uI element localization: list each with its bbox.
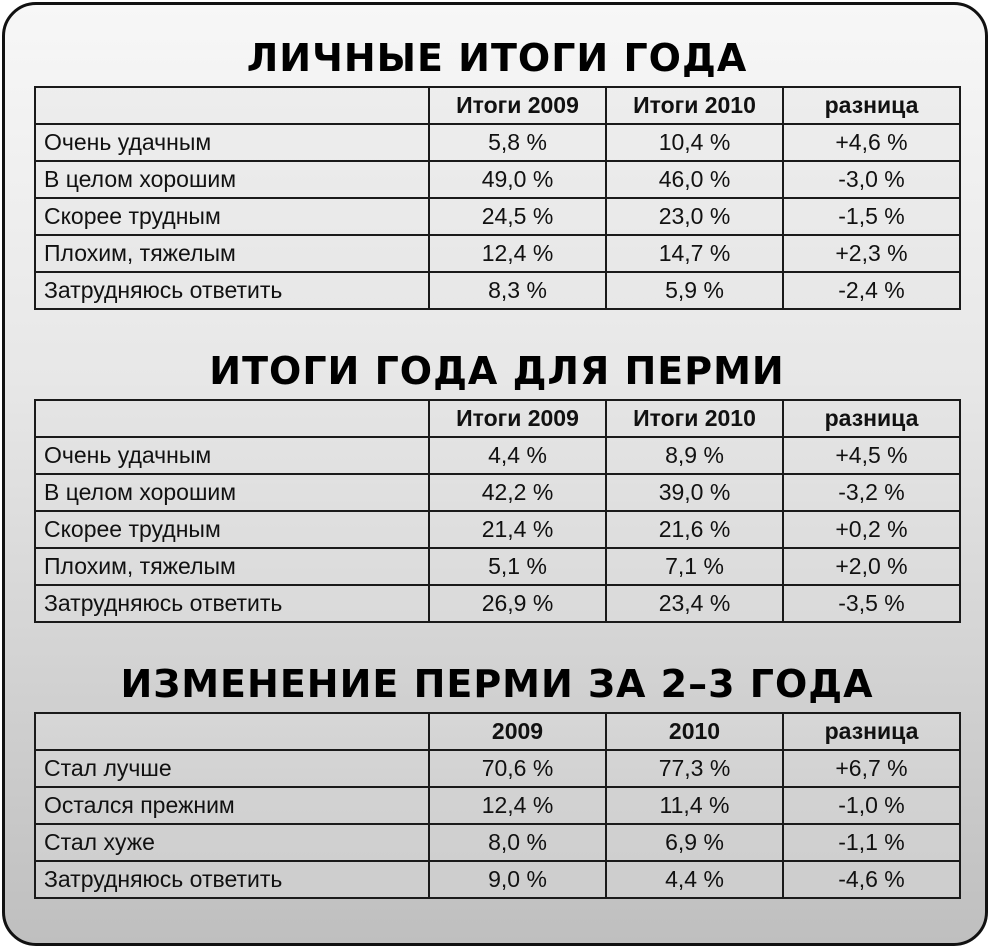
table-row	[35, 235, 960, 272]
row-label: В целом хорошим	[35, 161, 429, 198]
value-diff: -3,2 %	[783, 474, 960, 511]
value-2010: 11,4 %	[606, 787, 783, 824]
table-personal	[34, 86, 961, 310]
row-label: Стал хуже	[35, 824, 429, 861]
table-row	[35, 787, 960, 824]
value-2009: 12,4 %	[429, 235, 606, 272]
header-cell-empty	[35, 713, 429, 750]
table-header-row	[35, 87, 960, 124]
table-header-row	[35, 713, 960, 750]
value-2010: 6,9 %	[606, 824, 783, 861]
header-cell-diff: разница	[783, 400, 960, 437]
value-diff: -1,0 %	[783, 787, 960, 824]
header-cell-2009: Итоги 2009	[429, 87, 606, 124]
header-cell-2010: 2010	[606, 713, 783, 750]
value-2009: 49,0 %	[429, 161, 606, 198]
value-diff: +2,3 %	[783, 235, 960, 272]
value-diff: -3,0 %	[783, 161, 960, 198]
row-label: Скорее трудным	[35, 198, 429, 235]
value-2009: 70,6 %	[429, 750, 606, 787]
value-2009: 8,3 %	[429, 272, 606, 309]
value-diff: -2,4 %	[783, 272, 960, 309]
value-2010: 7,1 %	[606, 548, 783, 585]
value-diff: +4,6 %	[783, 124, 960, 161]
section-title-personal: ЛИЧНЫЕ ИТОГИ ГОДА	[246, 36, 748, 80]
value-diff: -1,5 %	[783, 198, 960, 235]
value-2009: 5,1 %	[429, 548, 606, 585]
header-cell-diff: разница	[783, 87, 960, 124]
row-label: Стал лучше	[35, 750, 429, 787]
row-label: Затрудняюсь ответить	[35, 272, 429, 309]
table-row	[35, 585, 960, 622]
value-2010: 21,6 %	[606, 511, 783, 548]
value-2010: 77,3 %	[606, 750, 783, 787]
value-diff: -3,5 %	[783, 585, 960, 622]
value-2010: 5,9 %	[606, 272, 783, 309]
header-cell-2009: 2009	[429, 713, 606, 750]
row-label: Очень удачным	[35, 437, 429, 474]
section-title-change: ИЗМЕНЕНИЕ ПЕРМИ ЗА 2–3 ГОДА	[120, 662, 874, 706]
value-2009: 24,5 %	[429, 198, 606, 235]
value-2010: 23,4 %	[606, 585, 783, 622]
table-row	[35, 474, 960, 511]
row-label: Затрудняюсь ответить	[35, 585, 429, 622]
header-cell-empty	[35, 400, 429, 437]
table-row	[35, 437, 960, 474]
value-2009: 12,4 %	[429, 787, 606, 824]
value-2010: 10,4 %	[606, 124, 783, 161]
header-cell-empty	[35, 87, 429, 124]
table-row	[35, 511, 960, 548]
row-label: Остался прежним	[35, 787, 429, 824]
section-title-perm: ИТОГИ ГОДА ДЛЯ ПЕРМИ	[209, 349, 785, 393]
value-2009: 5,8 %	[429, 124, 606, 161]
row-label: Очень удачным	[35, 124, 429, 161]
table-row	[35, 861, 960, 898]
value-diff: -1,1 %	[783, 824, 960, 861]
table-header-row	[35, 400, 960, 437]
value-2010: 23,0 %	[606, 198, 783, 235]
header-cell-2010: Итоги 2010	[606, 400, 783, 437]
table-row	[35, 272, 960, 309]
row-label: В целом хорошим	[35, 474, 429, 511]
header-cell-2009: Итоги 2009	[429, 400, 606, 437]
value-diff: -4,6 %	[783, 861, 960, 898]
value-diff: +2,0 %	[783, 548, 960, 585]
value-2010: 8,9 %	[606, 437, 783, 474]
value-2009: 42,2 %	[429, 474, 606, 511]
row-label: Плохим, тяжелым	[35, 235, 429, 272]
table-row	[35, 161, 960, 198]
row-label: Скорее трудным	[35, 511, 429, 548]
header-cell-2010: Итоги 2010	[606, 87, 783, 124]
row-label: Затрудняюсь ответить	[35, 861, 429, 898]
value-2009: 26,9 %	[429, 585, 606, 622]
value-2009: 8,0 %	[429, 824, 606, 861]
value-2009: 21,4 %	[429, 511, 606, 548]
row-label: Плохим, тяжелым	[35, 548, 429, 585]
table-perm	[34, 399, 961, 623]
value-diff: +6,7 %	[783, 750, 960, 787]
value-2010: 4,4 %	[606, 861, 783, 898]
table-change	[34, 712, 961, 899]
table-row	[35, 198, 960, 235]
value-2009: 9,0 %	[429, 861, 606, 898]
value-diff: +4,5 %	[783, 437, 960, 474]
value-2009: 4,4 %	[429, 437, 606, 474]
value-2010: 46,0 %	[606, 161, 783, 198]
table-row	[35, 124, 960, 161]
table-row	[35, 750, 960, 787]
value-2010: 14,7 %	[606, 235, 783, 272]
value-diff: +0,2 %	[783, 511, 960, 548]
header-cell-diff: разница	[783, 713, 960, 750]
value-2010: 39,0 %	[606, 474, 783, 511]
table-row	[35, 548, 960, 585]
table-row	[35, 824, 960, 861]
